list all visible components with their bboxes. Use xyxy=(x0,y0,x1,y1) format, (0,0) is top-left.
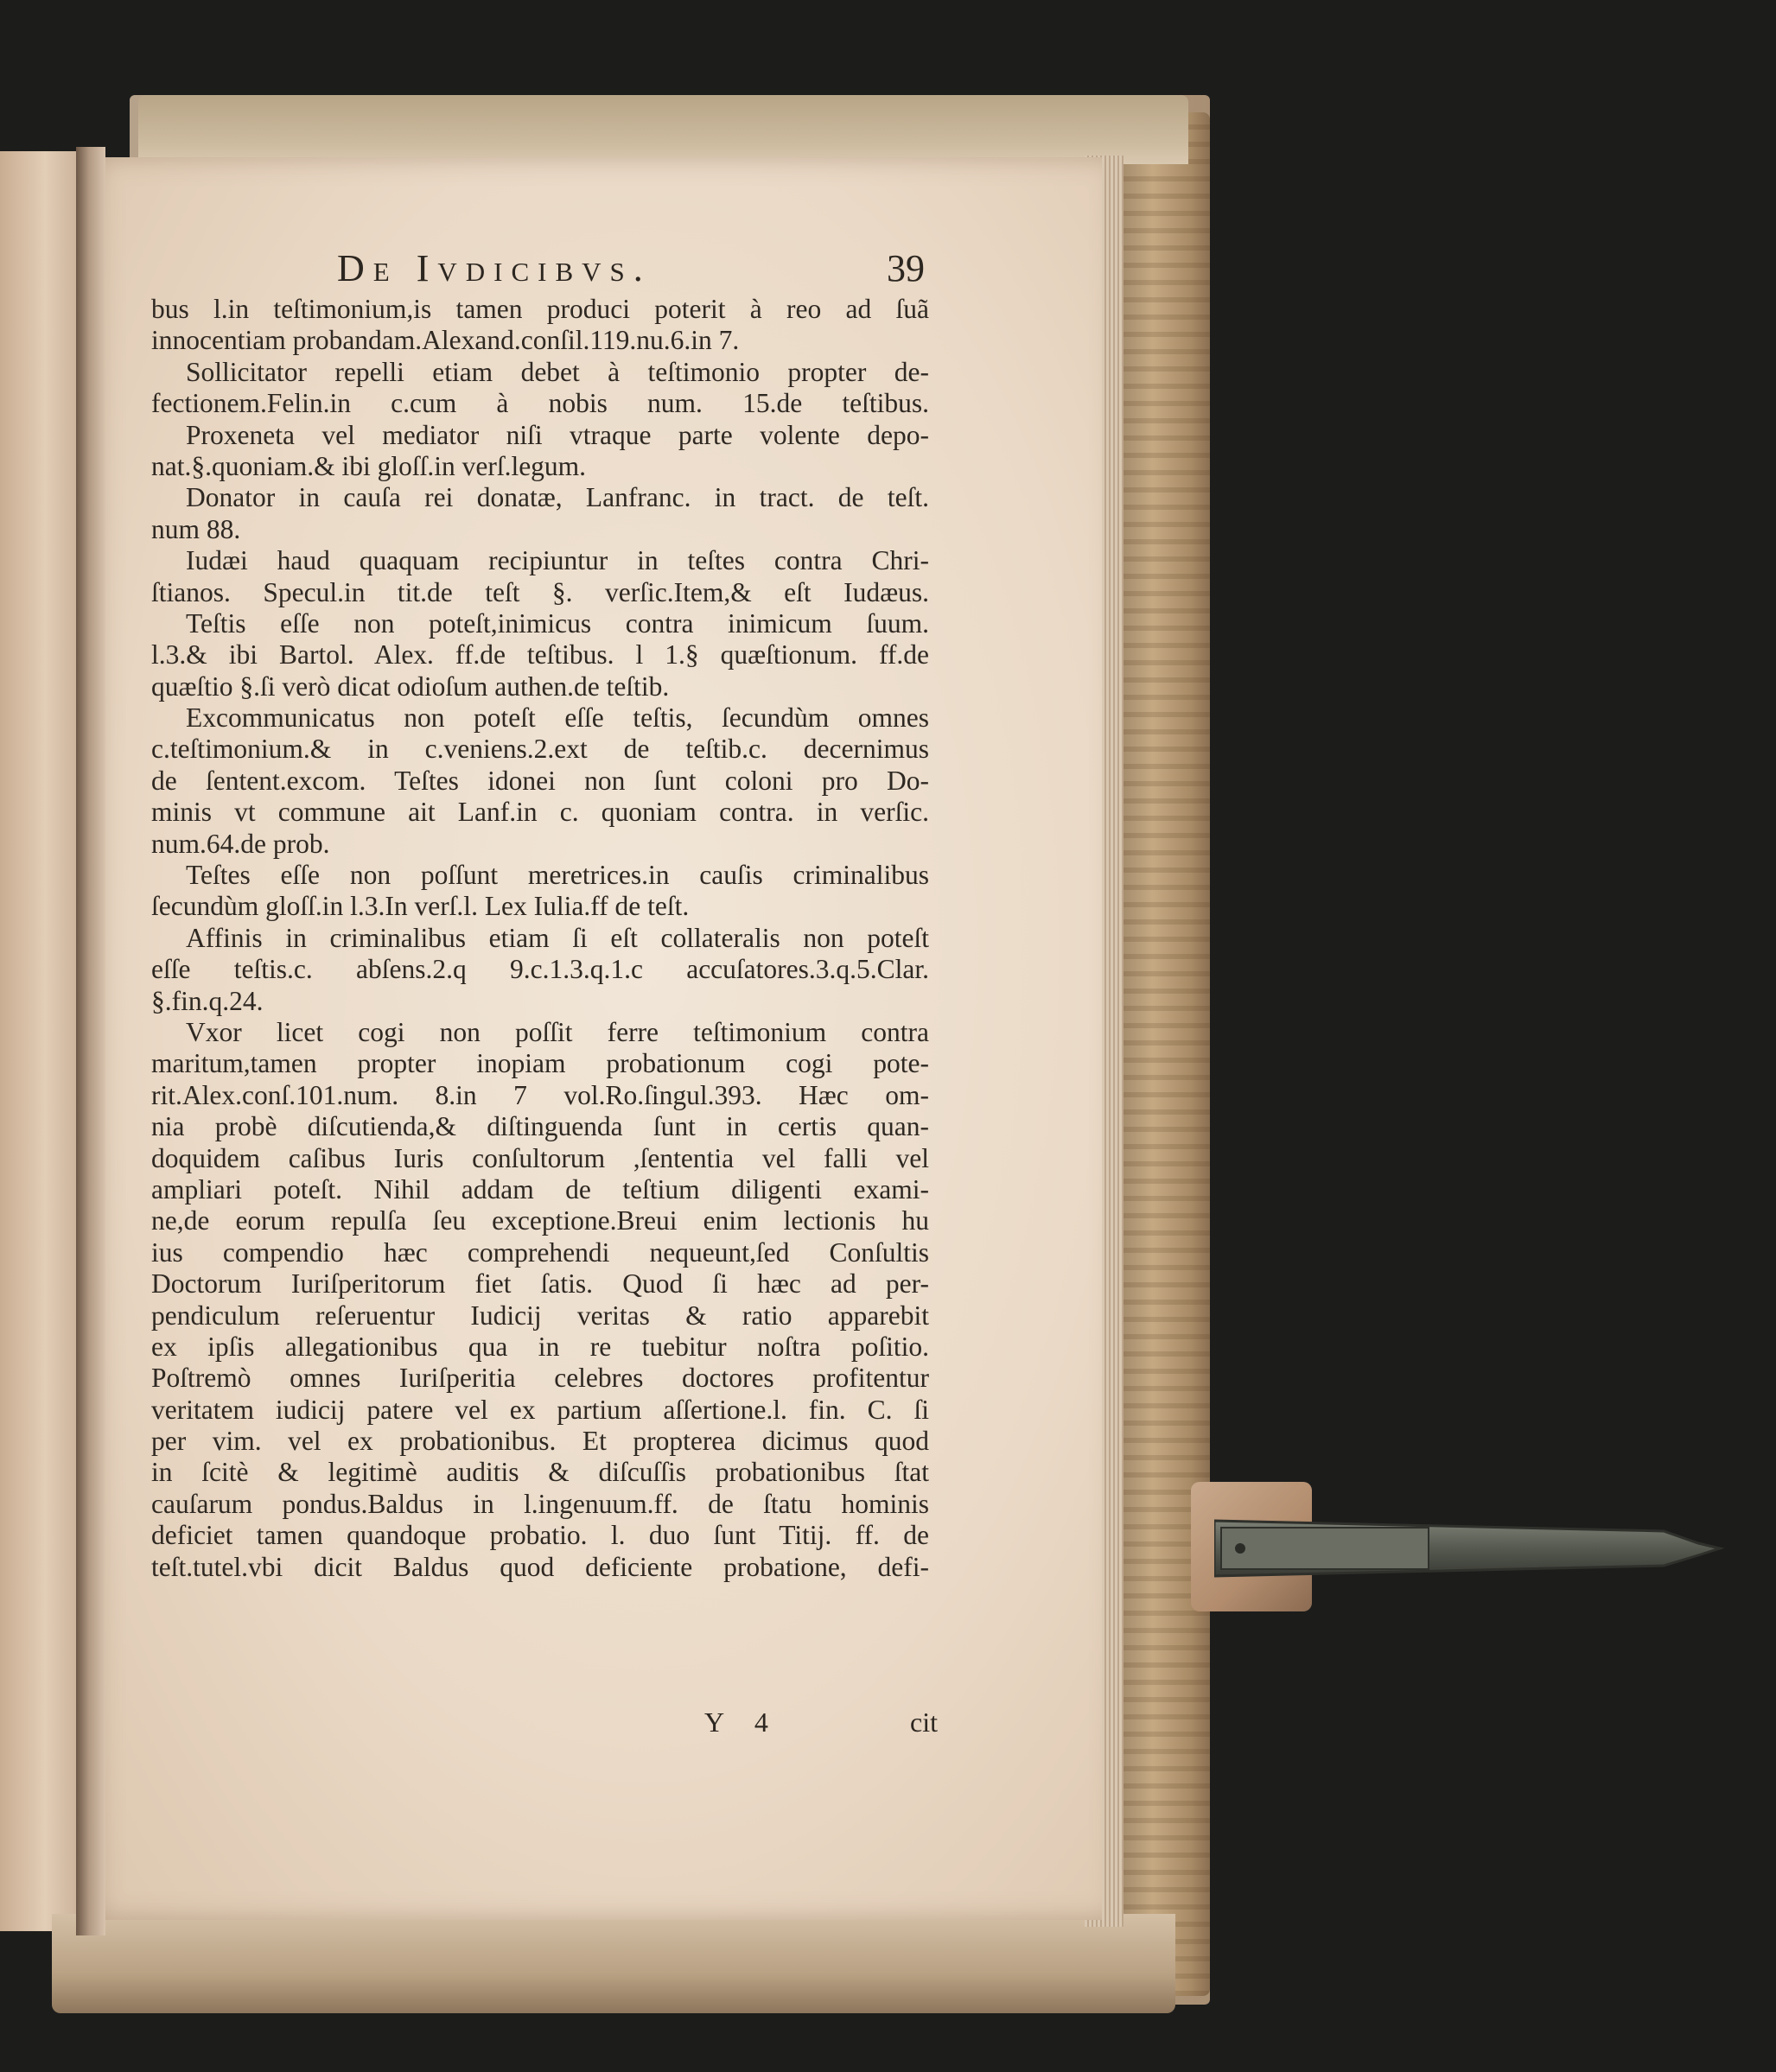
text-line: c.teſtimonium.& in c.veniens.2.ext de teſtib.c. decernimus xyxy=(151,734,929,765)
book-gutter xyxy=(76,147,105,1935)
text-line: Sollicitator repelli etiam debet à teſtimonio propter de- xyxy=(186,356,929,387)
cover-bottom-edge xyxy=(52,1914,1175,2013)
text-line: veritatem iudicij patere vel ex partium aſſertione.l. fin. C. ſi xyxy=(151,1394,929,1425)
text-line: ſecundùm gloſſ.in l.3.In verſ.l. Lex Iulia.ff de teſt. xyxy=(151,891,690,922)
text-line: deficiet tamen quandoque probatio. l. duo ſunt Titij. ff. de xyxy=(151,1520,929,1551)
clasp-icon xyxy=(1214,1514,1733,1583)
text-line: Teſtes eſſe non poſſunt meretrices.in cauſis criminalibus xyxy=(186,860,929,891)
text-line: eſſe teſtis.c. abſens.2.q 9.c.1.3.q.1.c accuſatores.3.q.5.Clar. xyxy=(151,954,929,985)
text-line: in ſcitè & legitimè auditis & diſcuſſis probationibus ſtat xyxy=(151,1457,929,1488)
text-line: Excommunicatus non poteſt eſſe teſtis, ſecundùm omnes xyxy=(186,702,929,734)
text-line: ſtianos. Specul.in tit.de teſt §. verſic.Item,& eſt Iudæus. xyxy=(151,576,929,607)
signature-mark: Y 4 xyxy=(704,1707,780,1738)
text-line: innocentiam probandam.Alexand.conſil.119.nu.6.in 7. xyxy=(151,325,740,356)
text-line: Affinis in criminalibus etiam ſi eſt collateralis non poteſt xyxy=(186,922,929,953)
text-line: Proxeneta vel mediator niſi vtraque parte volente depo- xyxy=(186,419,929,450)
left-page-edge xyxy=(0,151,85,1931)
text-line: maritum,tamen propter inopiam probationum cogi pote- xyxy=(151,1048,929,1079)
text-line: Donator in cauſa rei donatæ, Lanfranc. in tract. de teſt. xyxy=(186,482,929,513)
text-line: doquidem caſibus Iuris conſultorum ,ſententia vel falli vel xyxy=(151,1142,929,1173)
body-text xyxy=(151,294,929,1583)
running-title: De Ivdicibvs. xyxy=(337,247,652,289)
text-line: ne,de eorum repulſa ſeu exceptione.Breui enim lectionis hu xyxy=(151,1205,929,1236)
text-line: rit.Alex.conſ.101.num. 8.in 7 vol.Ro.ſingul.393. Hæc om- xyxy=(151,1079,929,1110)
text-line: cauſarum pondus.Baldus in l.ingenuum.ff. de ſtatu hominis xyxy=(151,1488,929,1519)
text-line: pendiculum reſeruentur Iudicij veritas & ratio apparebit xyxy=(151,1300,929,1331)
text-line: per vim. vel ex probationibus. Et propterea dicimus quod xyxy=(151,1426,929,1457)
page-header xyxy=(337,246,925,289)
text-line: ampliari poteſt. Nihil addam de teſtium diligenti exami- xyxy=(151,1173,929,1204)
text-line: num.64.de prob. xyxy=(151,828,330,859)
text-line: Poſtremò omnes Iuriſperitia celebres doctores profitentur xyxy=(151,1363,929,1394)
page-number: 39 xyxy=(887,247,925,289)
page-footer xyxy=(691,1707,938,1743)
text-line: ius compendio hæc comprehendi nequeunt,ſed Conſultis xyxy=(151,1236,929,1268)
text-line: ex ipſis allegationibus qua in re tuebitur noſtra poſitio. xyxy=(151,1331,929,1362)
catchword: cit xyxy=(910,1707,938,1738)
text-line: Doctorum Iuriſperitorum fiet ſatis. Quod ſi hæc ad per- xyxy=(151,1268,929,1300)
text-line: de ſentent.excom. Teſtes idonei non ſunt coloni pro Do- xyxy=(151,765,929,796)
text-line: Iudæi haud quaquam recipiuntur in teſtes contra Chri- xyxy=(186,545,929,576)
text-line: bus l.in teſtimonium,is tamen produci poterit à reo ad ſuã xyxy=(151,294,929,324)
text-line: teſt.tutel.vbi dicit Baldus quod deficiente probatione, defi- xyxy=(151,1551,929,1582)
text-line: num 88. xyxy=(151,513,241,544)
text-line: quæſtio §.ſi verò dicat odioſum authen.de teſtib. xyxy=(151,671,670,702)
book-spine xyxy=(1115,112,1210,1996)
text-line: Teſtis eſſe non poteſt,inimicus contra inimicum ſuum. xyxy=(186,607,929,639)
text-line: Vxor licet cogi non poſſit ferre teſtimonium contra xyxy=(186,1016,929,1047)
text-line: fectionem.Felin.in c.cum à nobis num. 15.de teſtibus. xyxy=(151,388,929,419)
text-line: l.3.& ibi Bartol. Alex. ff.de teſtibus. l 1.§ quæſtionum. ff.de xyxy=(151,639,929,671)
text-line: minis vt commune ait Lanf.in c. quoniam contra. in verſic. xyxy=(151,797,929,828)
text-line: nia probè diſcutienda,& diſtinguenda ſunt in certis quan- xyxy=(151,1111,929,1142)
text-line: nat.§.quoniam.& ibi gloſſ.in verſ.legum. xyxy=(151,450,587,481)
cover-top-edge xyxy=(138,95,1188,164)
text-line: §.fin.q.24. xyxy=(151,985,264,1016)
